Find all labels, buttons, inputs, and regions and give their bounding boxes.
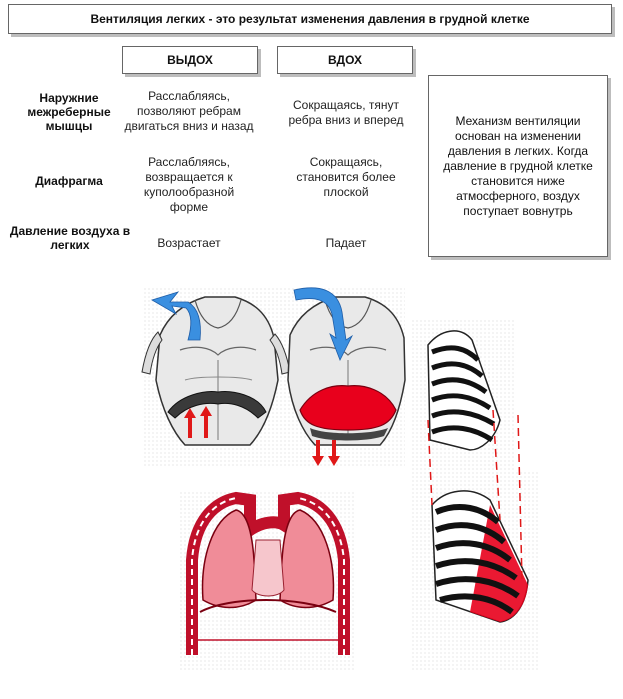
exhale-intercostal-text: Расслабляясь, позволяют ребрам двигаться вниз и назад [124,89,254,133]
exhale-pressure-text: Возрастает [157,236,221,250]
exhale-diaphragm-text: Расслабляясь, возвращается к куполообразной форме [143,155,235,214]
exhale-header: ВЫДОХ [122,46,258,74]
ventilation-note-text: Механизм вентиляции основан на изменении давления в легких. Когда давление в грудной клетке становится ниже атмосферного, воздух поступает вовнутрь [443,113,593,218]
inhale-intercostal-text: Сокращаясь, тянут ребра вниз и вперед [288,98,404,127]
inhale-diaphragm-text: Сокращаясь, становится более плоской [296,155,396,199]
row-label-air-pressure: Давление воздуха в легких [9,224,131,252]
inhale-torso [288,297,405,445]
row-label-diaphragm: Диафрагма [35,174,103,188]
inhale-pressure-text: Падает [325,236,367,250]
inhale-header: ВДОХ [277,46,413,74]
diagram-title: Вентиляция легких - это результат изменения давления в грудной клетке [8,4,612,34]
row-label-intercostal-muscles: Наружние межреберные мышцы [27,91,111,133]
